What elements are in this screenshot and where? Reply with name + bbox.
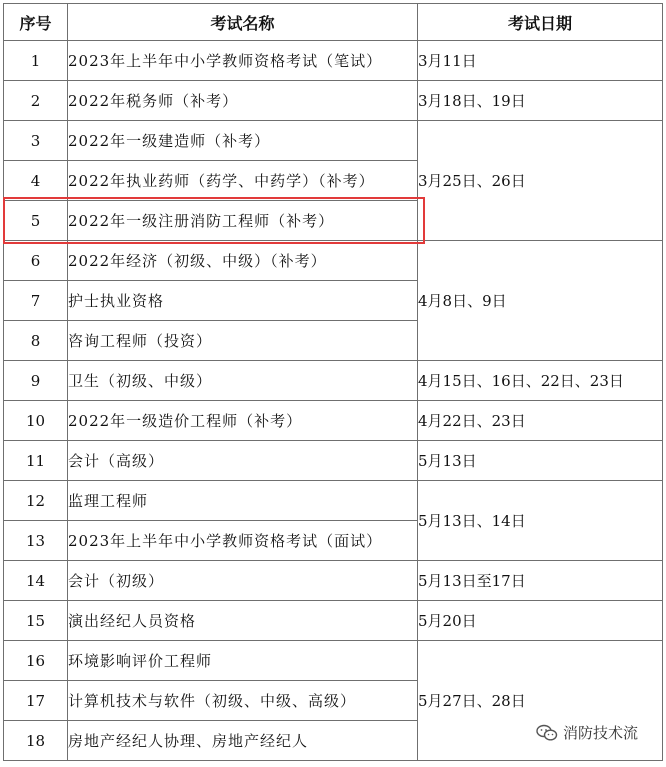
exam-name: 咨询工程师（投资） xyxy=(68,321,418,361)
row-index: 1 xyxy=(4,41,68,81)
exam-name: 环境影响评价工程师 xyxy=(68,641,418,681)
exam-name: 会计（高级） xyxy=(68,441,418,481)
table-row xyxy=(4,601,663,641)
exam-name: 2022年经济（初级、中级）（补考） xyxy=(68,241,418,281)
exam-date: 4月15日、16日、22日、23日 xyxy=(418,361,663,401)
row-index: 17 xyxy=(4,681,68,721)
exam-name: 2022年执业药师（药学、中药学）（补考） xyxy=(68,161,418,201)
watermark-text: 消防技术流 xyxy=(563,724,639,742)
row-index: 8 xyxy=(4,321,68,361)
row-index: 4 xyxy=(4,161,68,201)
header-index: 序号 xyxy=(4,4,68,41)
header-exam-name: 考试名称 xyxy=(68,4,418,41)
row-index: 16 xyxy=(4,641,68,681)
exam-name: 2022年一级造价工程师（补考） xyxy=(68,401,418,441)
exam-date: 4月8日、9日 xyxy=(418,241,663,361)
row-index: 5 xyxy=(4,201,68,241)
exam-name: 房地产经纪人协理、房地产经纪人 xyxy=(68,721,418,761)
exam-name: 2022年税务师（补考） xyxy=(68,81,418,121)
table-row xyxy=(4,81,663,121)
exam-schedule-table xyxy=(3,3,663,761)
exam-name: 会计（初级） xyxy=(68,561,418,601)
row-index: 14 xyxy=(4,561,68,601)
exam-name: 2022年一级注册消防工程师（补考） xyxy=(68,201,418,241)
row-index: 2 xyxy=(4,81,68,121)
table-row xyxy=(4,401,663,441)
table-row xyxy=(4,241,663,281)
header-row xyxy=(4,4,663,41)
exam-date: 3月11日 xyxy=(418,41,663,81)
exam-name: 2023年上半年中小学教师资格考试（笔试） xyxy=(68,41,418,81)
exam-date: 5月20日 xyxy=(418,601,663,641)
exam-date: 5月13日至17日 xyxy=(418,561,663,601)
row-index: 13 xyxy=(4,521,68,561)
table-row xyxy=(4,641,663,681)
exam-date: 3月25日、26日 xyxy=(418,121,663,241)
exam-name: 监理工程师 xyxy=(68,481,418,521)
row-index: 15 xyxy=(4,601,68,641)
watermark xyxy=(536,722,638,743)
exam-name: 2023年上半年中小学教师资格考试（面试） xyxy=(68,521,418,561)
table-row xyxy=(4,481,663,521)
table-row xyxy=(4,441,663,481)
table-row xyxy=(4,561,663,601)
exam-name: 2022年一级建造师（补考） xyxy=(68,121,418,161)
exam-name: 护士执业资格 xyxy=(68,281,418,321)
header-exam-date: 考试日期 xyxy=(418,4,663,41)
exam-name: 计算机技术与软件（初级、中级、高级） xyxy=(68,681,418,721)
exam-date: 4月22日、23日 xyxy=(418,401,663,441)
row-index: 6 xyxy=(4,241,68,281)
exam-date: 5月13日 xyxy=(418,441,663,481)
row-index: 11 xyxy=(4,441,68,481)
exam-date: 5月27日、28日 xyxy=(418,641,663,761)
wechat-icon xyxy=(536,724,558,742)
exam-name: 演出经纪人员资格 xyxy=(68,601,418,641)
row-index: 10 xyxy=(4,401,68,441)
exam-date: 5月13日、14日 xyxy=(418,481,663,561)
row-index: 7 xyxy=(4,281,68,321)
table-row xyxy=(4,361,663,401)
row-index: 18 xyxy=(4,721,68,761)
row-index: 12 xyxy=(4,481,68,521)
exam-name: 卫生（初级、中级） xyxy=(68,361,418,401)
row-index: 3 xyxy=(4,121,68,161)
table-row xyxy=(4,121,663,161)
row-index: 9 xyxy=(4,361,68,401)
table-row xyxy=(4,41,663,81)
exam-date: 3月18日、19日 xyxy=(418,81,663,121)
